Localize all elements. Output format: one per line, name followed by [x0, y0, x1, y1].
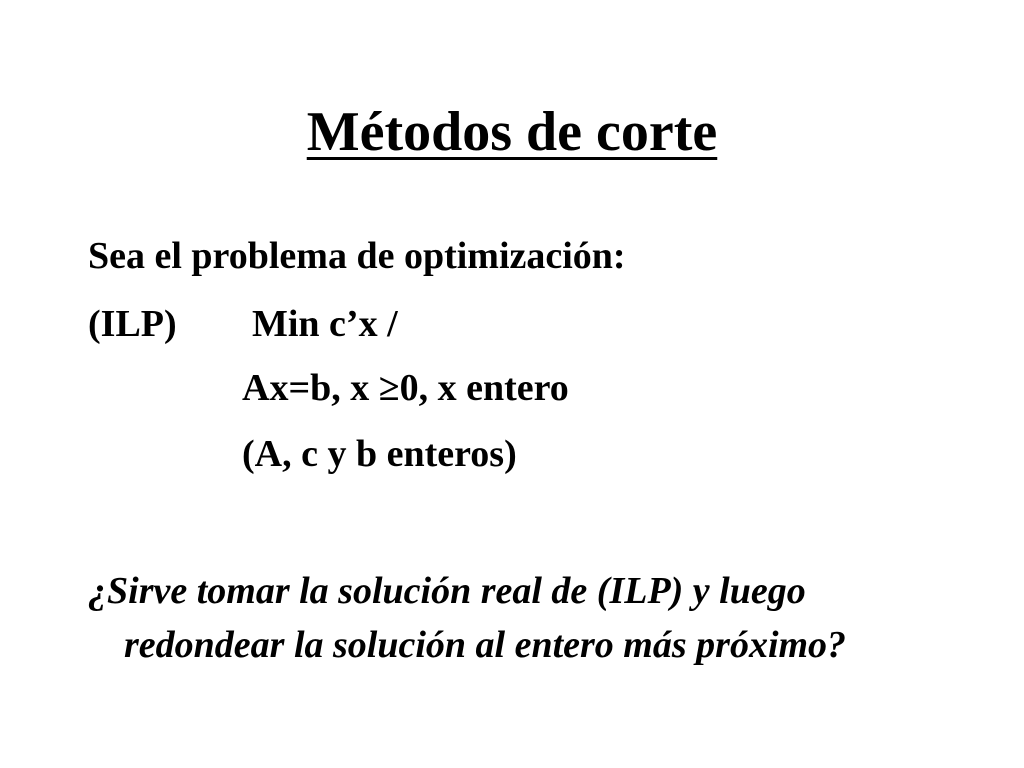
- ilp-label: (ILP): [88, 303, 177, 345]
- slide-title: Métodos de corte: [306, 101, 718, 163]
- intro-text: Sea el problema de optimización:: [88, 235, 626, 277]
- constraints-text: Ax=b, x ≥0, x entero: [242, 367, 569, 409]
- ilp-formulation-line: [88, 304, 398, 346]
- question-text: ¿Sirve tomar la solución real de (ILP) y luego redondear la solución al entero más próximo?: [88, 570, 847, 666]
- objective-function: Min c’x /: [252, 303, 398, 345]
- integrality-note: (A, c y b enteros): [242, 433, 517, 475]
